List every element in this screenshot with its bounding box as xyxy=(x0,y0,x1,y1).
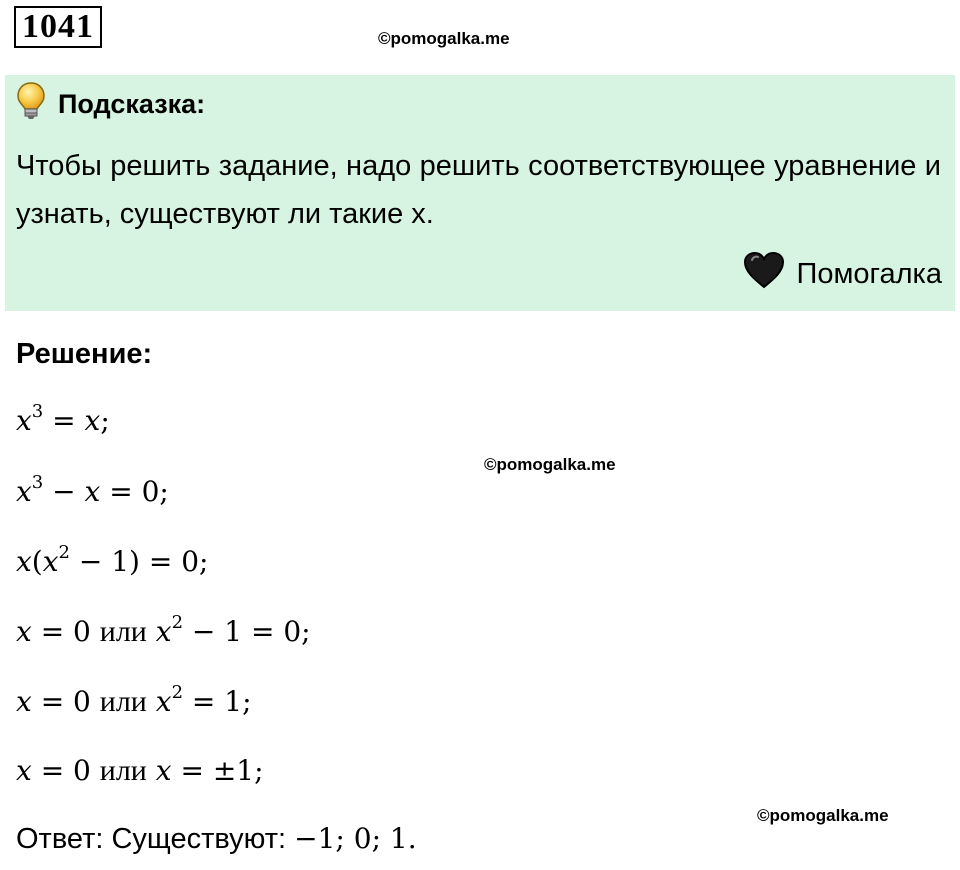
hint-header xyxy=(16,84,205,124)
task-number: 1041 xyxy=(14,6,102,48)
solution-step-1: $x^3 = x$; xyxy=(16,401,110,437)
brand-name: Помогалка xyxy=(796,257,942,290)
solution-step-2: $x^3 - x = 0$; xyxy=(16,472,169,508)
watermark-middle: ©pomogalka.me xyxy=(484,455,616,474)
answer xyxy=(16,822,417,856)
heart-icon xyxy=(743,251,785,297)
watermark-top: ©pomogalka.me xyxy=(378,29,510,48)
solution-step-3: $x(x^2 - 1) = 0$; xyxy=(16,542,209,578)
answer-values: −1; 0; 1. xyxy=(294,822,417,855)
solution-title: Решение: xyxy=(16,338,153,370)
solution-step-4: x = 0 или $x^2 - 1 = 0$; xyxy=(16,612,311,648)
answer-label: Ответ: Существуют: xyxy=(16,823,287,855)
hint-text: Чтобы решить задание, надо решить соответствующее уравнение и узнать, существуют ли такие x. xyxy=(16,150,941,230)
lightbulb-icon xyxy=(16,81,46,128)
hint-brand xyxy=(743,252,942,296)
hint-title: Подсказка: xyxy=(58,88,206,119)
solution-step-6: x = 0 или x = ±1; xyxy=(16,754,264,787)
solution-step-5: x = 0 или $x^2 = 1$; xyxy=(16,682,252,718)
watermark-bottom: ©pomogalka.me xyxy=(757,806,889,825)
